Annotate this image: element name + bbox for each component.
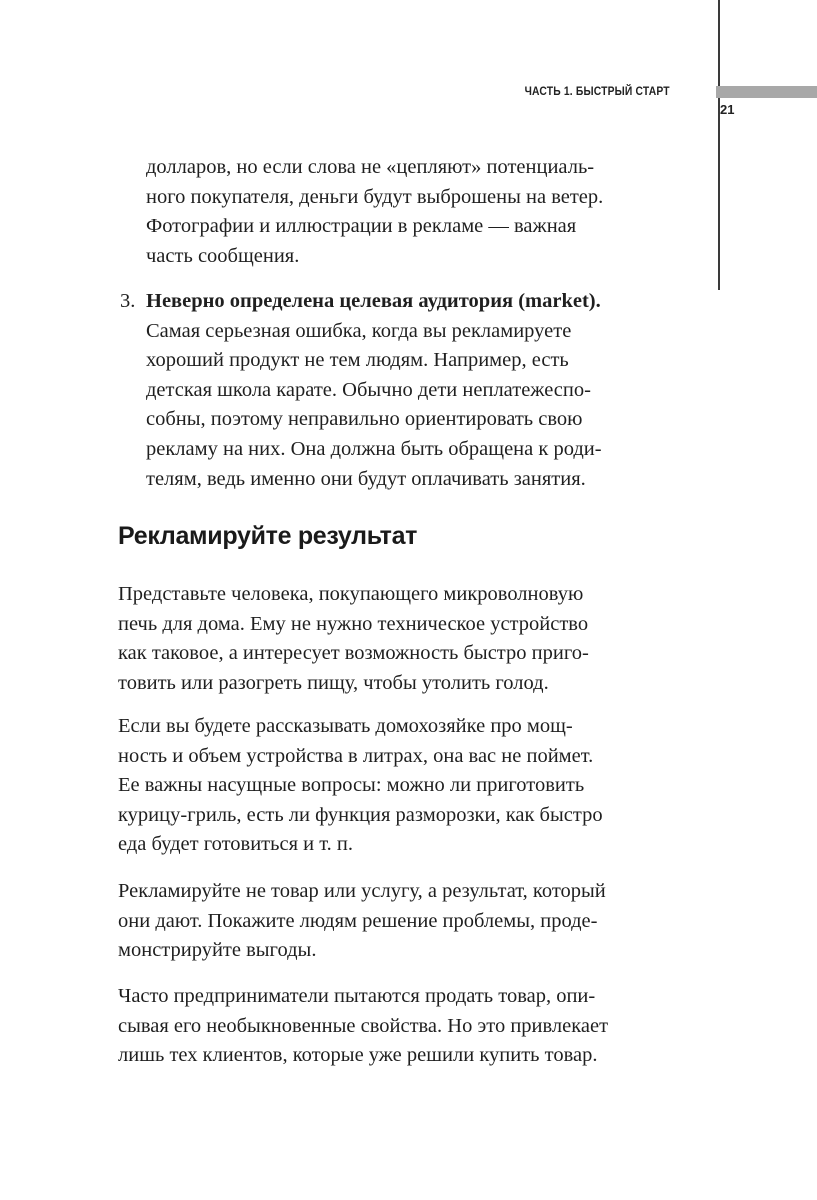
paragraph <box>118 877 671 966</box>
text-line: рекламу на них. Она должна быть обращена к роди- <box>146 437 602 460</box>
paragraph <box>118 982 671 1071</box>
list-number: 3. <box>120 290 136 312</box>
paragraph <box>118 712 671 860</box>
text-line: еда будет готовиться и т. п. <box>118 833 353 856</box>
list-item-bold-heading <box>146 287 671 317</box>
text-line: детская школа карате. Обычно дети неплатежеспо- <box>146 378 591 401</box>
text-line: сывая его необыкновенные свойства. Но это привлекает <box>118 1014 609 1037</box>
text-line: собны, поэтому неправильно ориентировать свою <box>146 408 583 431</box>
text-line: монстрируйте выгоды. <box>118 939 317 962</box>
text-line: Рекламируйте не товар или услугу, а результат, который <box>118 880 606 902</box>
text-line: они дают. Покажите людям решение проблемы, проде- <box>118 909 598 932</box>
text-line: печь для дома. Ему не нужно техническое устройство <box>118 612 589 635</box>
text-line: товить или разогреть пищу, чтобы утолить голод. <box>118 671 549 694</box>
text-line: ность и объем устройства в литрах, она вас не поймет. <box>118 744 594 767</box>
text-line: как таковое, а интересует возможность быстро приго- <box>118 642 589 665</box>
page-number: 21 <box>720 102 735 117</box>
paragraph-continued <box>146 153 671 271</box>
text-line: Ее важны насущные вопросы: можно ли приготовить <box>118 774 585 797</box>
paragraph <box>118 580 671 698</box>
text-line: Часто предприниматели пытаются продать товар, опи- <box>118 985 596 1007</box>
text-line: Фотографии и иллюстрации в рекламе — важная <box>146 215 577 238</box>
text-line: лишь тех клиентов, которые уже решили купить товар. <box>118 1044 598 1067</box>
text-line: долларов, но если слова не «цепляют» потенциаль- <box>146 156 595 178</box>
text-line: курицу-гриль, есть ли функция разморозки, как быстро <box>118 803 603 826</box>
text-line: Самая серьезная ошибка, когда вы рекламируете <box>146 319 572 342</box>
list-item-3 <box>146 287 671 494</box>
text-line: часть сообщения. <box>146 244 300 267</box>
text-line: Если вы будете рассказывать домохозяйке про мощ- <box>118 715 573 737</box>
text-line: хороший продукт не тем людям. Например, есть <box>146 349 569 372</box>
text-line: телям, ведь именно они будут оплачивать занятия. <box>146 467 586 490</box>
section-heading: Рекламируйте результат <box>118 522 418 550</box>
margin-vertical-rule <box>718 0 720 290</box>
text-line: ного покупателя, деньги будут выброшены на ветер. <box>146 185 604 208</box>
text-line: Представьте человека, покупающего микроволновую <box>118 583 584 605</box>
chapter-tab-bar <box>716 86 817 98</box>
running-head: ЧАСТЬ 1. БЫСТРЫЙ СТАРТ <box>524 84 670 98</box>
bold-text: Неверно определена целевая аудитория (market). <box>146 290 601 312</box>
